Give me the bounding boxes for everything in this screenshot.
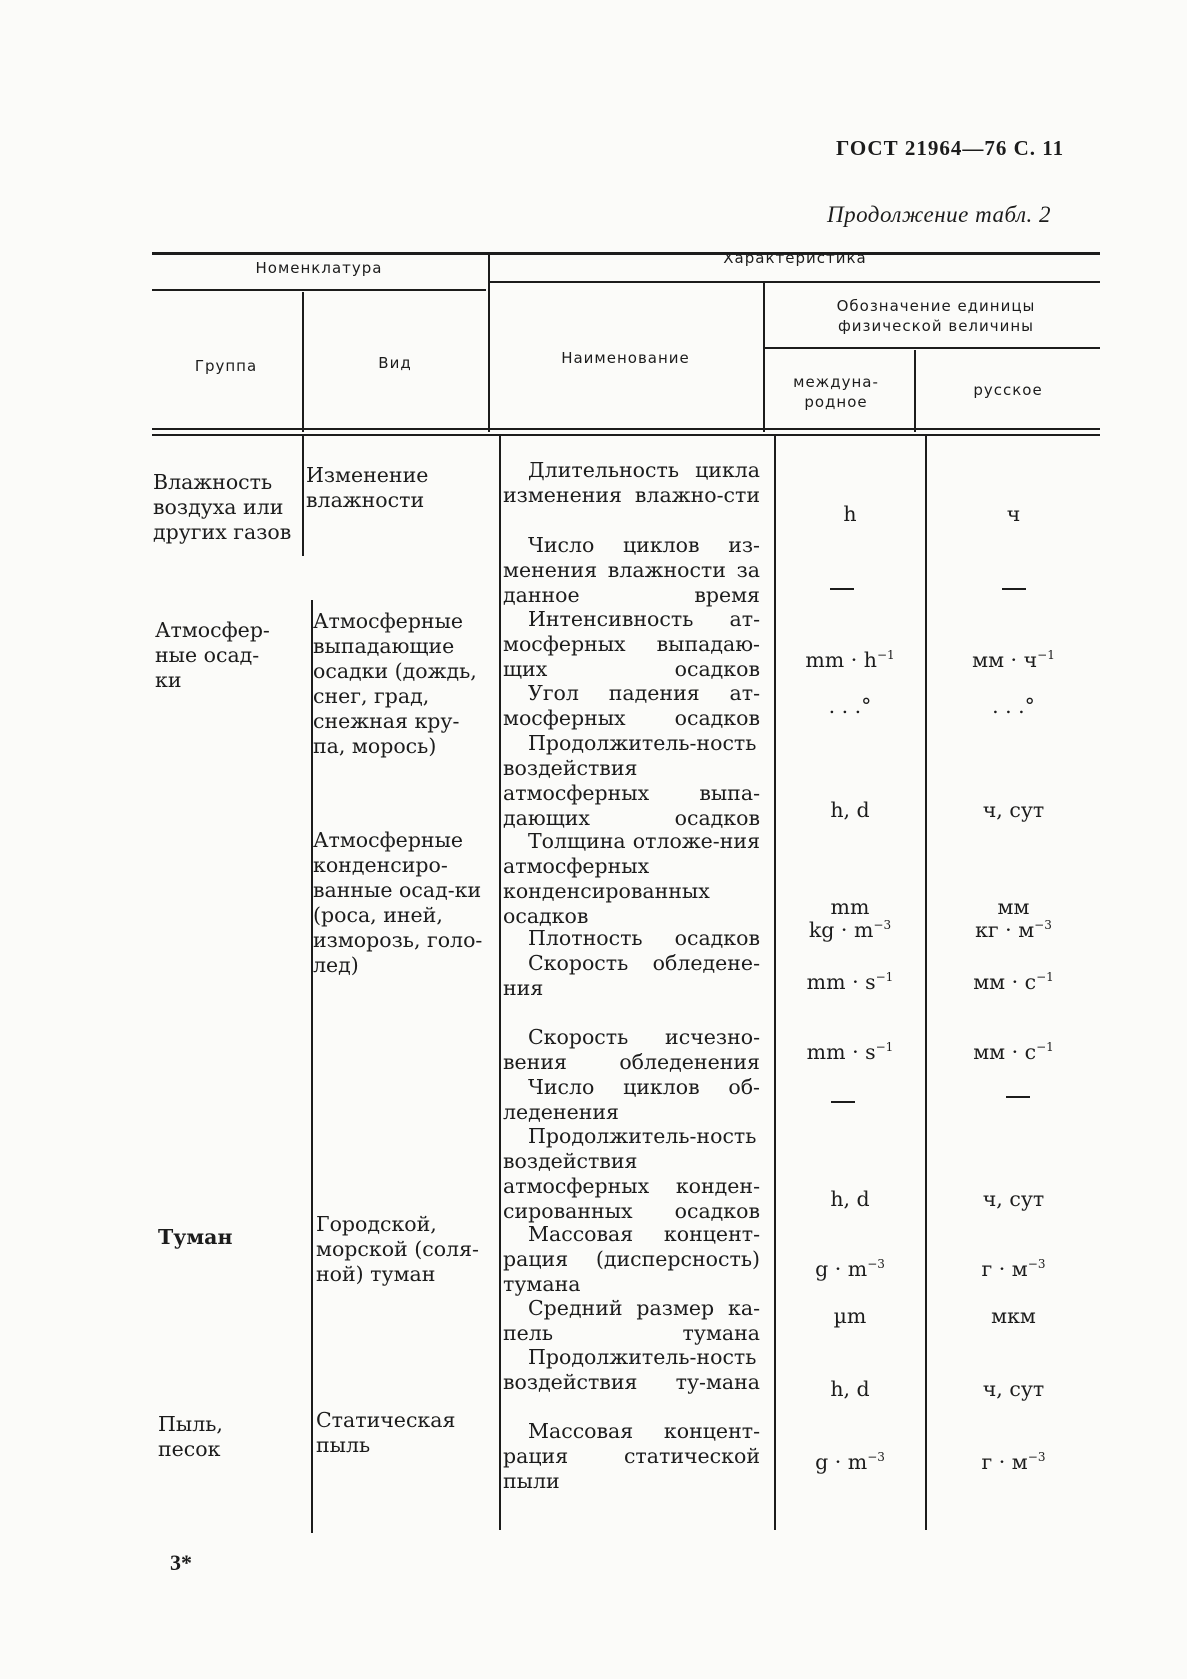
head-bottom-rule-1: [152, 428, 1100, 430]
row-rus-11: $г \cdot м^{-3}$: [981, 1257, 1046, 1281]
row-name-5: Толщина отложе-ния атмосферных конденсированных осадков: [503, 829, 760, 928]
row-rus-5: мм: [997, 895, 1030, 919]
kind-condensed-precipitation: Атмосферные конденсиро-ванные осад-ки (роса, иней, изморозь, голо-лед): [313, 828, 483, 977]
head-nomenclature: Номенклатура: [255, 259, 383, 277]
row-name-11: Массовая концент-рация (дисперсность) тумана: [503, 1222, 760, 1296]
row-rus-9: [1006, 1096, 1030, 1098]
row-name-0: Длительность цикла изменения влажно-сти: [503, 458, 760, 507]
head-vrule-3: [763, 283, 765, 432]
row-intl-4: h, d: [830, 798, 870, 822]
row-rus-10: ч, сут: [982, 1187, 1045, 1211]
row-name-4: Продолжитель-ность воздействия атмосферных выпа-дающих осадков: [503, 731, 760, 830]
group-precipitation: Атмосфер-ные осад-ки: [155, 618, 270, 692]
row-intl-13: h, d: [830, 1377, 870, 1401]
head-bottom-rule-2: [152, 434, 1100, 436]
page-footnote-mark: 3*: [170, 1550, 192, 1575]
head-characteristic: Характеристика: [723, 249, 867, 267]
row-intl-12: µm: [833, 1304, 867, 1328]
row-intl-14: $g \cdot m^{-3}$: [815, 1450, 885, 1474]
row-rus-4: ч, сут: [982, 798, 1045, 822]
kind-humidity-change: Изменение влажности: [306, 463, 429, 512]
row-rus-8: мм · $с^{-1}$: [973, 1040, 1054, 1064]
row-name-6: Плотность осадков: [528, 926, 760, 950]
row-rus-14: $г \cdot м^{-3}$: [981, 1450, 1046, 1474]
row-name-9: Число циклов об-леденения: [503, 1075, 760, 1124]
head-rule-units: [764, 347, 1100, 349]
row-name-7: Скорость обледене-ния: [503, 951, 760, 1000]
head-unit-designation: Обозначение единицы физической величины: [836, 297, 1036, 335]
row-intl-3: . . .°: [828, 694, 872, 718]
row-rus-12: мкм: [991, 1304, 1036, 1328]
row-rus-2: мм · $ч^{-1}$: [972, 648, 1055, 672]
group-humidity: Влажность воздуха или других газов: [153, 470, 292, 544]
row-rus-1: [1002, 588, 1026, 590]
row-intl-2: mm · $h^{-1}$: [805, 648, 895, 672]
head-international: междуна-родное: [793, 373, 879, 411]
row-intl-0: h: [843, 502, 857, 526]
kind-falling-precipitation: Атмосферные выпадающие осадки (дождь, снег, град, снежная кру-па, морось): [313, 609, 477, 758]
row-name-1: Число циклов из-менения влажности за данное время: [503, 533, 760, 607]
row-name-10: Продолжитель-ность воздействия атмосферных конден-сированных осадков: [503, 1124, 760, 1223]
row-name-12: Средний размер ка-пель тумана: [503, 1296, 760, 1345]
head-kind: Вид: [378, 354, 412, 372]
row-name-14: Массовая концент-рация статической пыли: [503, 1419, 760, 1493]
row-rus-13: ч, сут: [982, 1377, 1045, 1401]
row-intl-6: kg · $m^{-3}$: [808, 918, 892, 942]
row-intl-7: mm · $s^{-1}$: [806, 970, 894, 994]
head-vrule-1: [488, 252, 490, 432]
table-continuation-label: Продолжение табл. 2: [827, 202, 1051, 227]
head-rule-characteristic: [490, 281, 1100, 283]
row-rus-0: ч: [1006, 502, 1021, 526]
kind-fog: Городской, морской (соля-ной) туман: [316, 1212, 479, 1286]
row-intl-9: [831, 1101, 855, 1103]
row-rus-7: мм · $с^{-1}$: [973, 970, 1054, 994]
group-dust: Пыль, песок: [158, 1412, 223, 1461]
row-rus-6: кг · $м^{-3}$: [975, 918, 1052, 942]
body-vrule-name: [499, 436, 501, 1530]
head-russian: русское: [973, 381, 1043, 399]
row-rus-3: . . .°: [992, 694, 1035, 718]
row-name-13: Продолжитель-ность воздействия ту-мана: [503, 1345, 760, 1394]
group-fog: Туман: [158, 1225, 233, 1249]
body-vrule-group: [302, 436, 304, 556]
row-name-8: Скорость исчезно-вения обледенения: [503, 1025, 760, 1074]
head-group: Группа: [194, 357, 258, 375]
document-header: ГОСТ 21964—76 С. 11: [836, 136, 1065, 160]
row-name-3: Угол падения ат-мосферных осадков: [503, 681, 760, 730]
row-intl-8: mm · $s^{-1}$: [806, 1040, 894, 1064]
row-intl-1: [830, 588, 854, 590]
row-intl-5: mm: [830, 895, 870, 919]
head-name: Наименование: [561, 349, 690, 367]
head-rule-nomenclature: [152, 289, 486, 291]
row-name-2: Интенсивность ат-мосферных выпадаю-щих осадков: [503, 607, 760, 681]
kind-static-dust: Статическая пыль: [316, 1408, 456, 1457]
row-intl-11: $g \cdot m^{-3}$: [815, 1257, 885, 1281]
row-intl-10: h, d: [830, 1187, 870, 1211]
